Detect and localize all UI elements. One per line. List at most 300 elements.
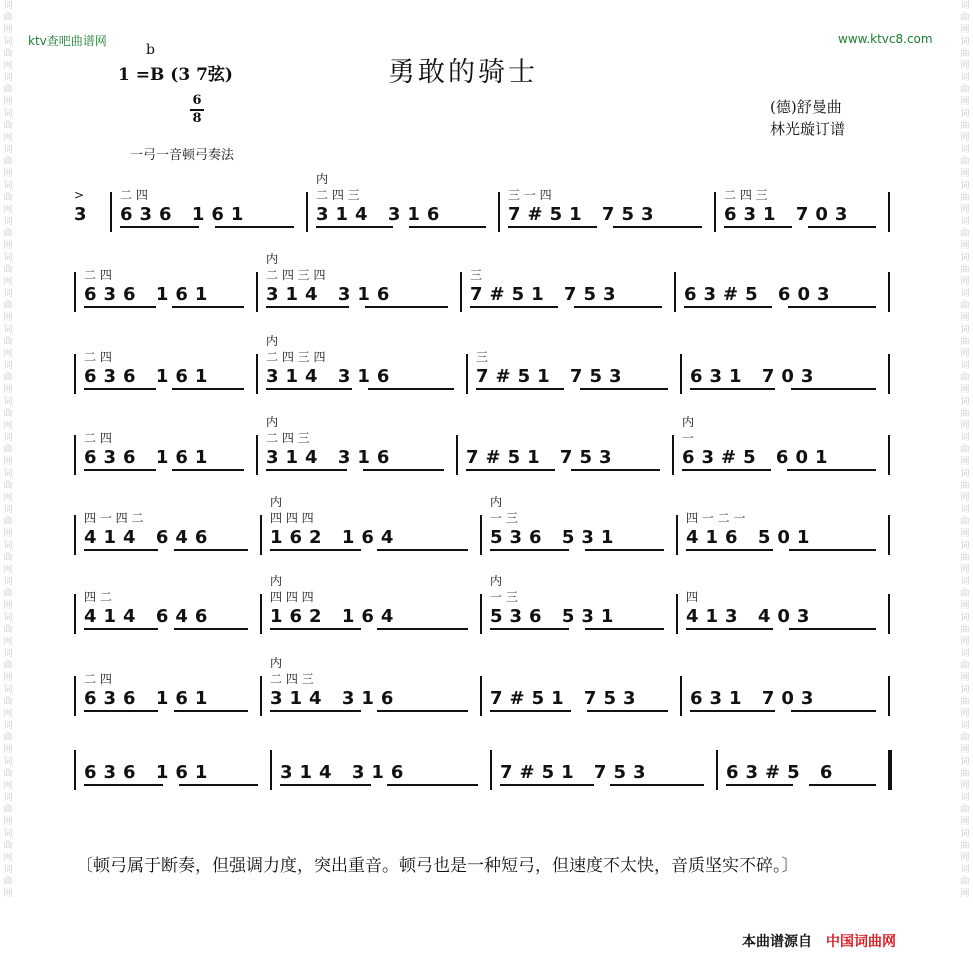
watermark-glyph: 网 [3,817,13,827]
watermark-glyph: 曲 [960,445,970,455]
watermark-glyph: 词 [3,325,13,335]
beam-underline [172,469,244,471]
watermark-glyph: 网 [3,205,13,215]
measure [686,511,882,561]
barline [888,676,890,716]
watermark-glyph: 曲 [960,877,970,887]
measure-notes: 7#51 753 [476,366,629,387]
fingering-marks: 二 四 [84,268,112,282]
beam-underline [580,388,668,390]
measure-notes: 636 161 [84,284,215,305]
barline [888,750,892,790]
inner-string-mark [500,730,710,744]
barline [680,676,682,716]
measure-notes: 631 703 [690,366,821,387]
measure [724,188,882,238]
fingering-marks [466,431,666,445]
inner-string-mark [686,574,882,588]
measure-notes: 636 161 [84,688,215,709]
inner-string-mark: 内 [490,574,503,588]
measure [266,252,454,318]
barline [888,192,890,232]
fingering-marks: 二 四 三 四 [266,268,326,282]
measure-notes: 7#51 753 [466,447,619,468]
inner-string-mark: 内 [490,495,503,509]
watermark-glyph: 网 [3,709,13,719]
watermark-glyph: 网 [3,529,13,539]
watermark-glyph: 曲 [3,553,13,563]
watermark-glyph: 曲 [3,805,13,815]
inner-string-mark [84,656,254,670]
watermark-glyph: 词 [960,685,970,695]
source-label: 本曲谱源自 [742,934,812,950]
watermark-glyph: 曲 [3,85,13,95]
watermark-glyph: 词 [960,505,970,515]
watermark-glyph: 网 [3,349,13,359]
watermark-glyph: 词 [960,433,970,443]
beam-underline [809,784,876,786]
watermark-glyph: 词 [960,541,970,551]
measure-notes: 7#51 753 [470,284,623,305]
watermark-glyph: 曲 [3,877,13,887]
watermark-glyph: 曲 [3,373,13,383]
watermark-glyph: 网 [3,61,13,71]
fingering-marks: 二 四 [84,350,112,364]
watermark-glyph: 曲 [960,301,970,311]
inner-string-mark [280,730,484,744]
beam-underline [316,226,393,228]
beam-underline [365,306,448,308]
watermark-glyph: 词 [3,757,13,767]
beam-underline [574,306,662,308]
barline [256,435,258,475]
watermark-glyph: 词 [3,829,13,839]
fingering-marks [490,672,674,686]
watermark-glyph: 曲 [3,769,13,779]
measure-notes: 636 161 [120,204,251,225]
beam-underline [788,306,876,308]
source-credit [742,931,896,951]
watermark-glyph: 词 [960,865,970,875]
beam-underline [172,388,244,390]
watermark-glyph: 词 [960,793,970,803]
barline [74,435,76,475]
beam-underline [174,549,248,551]
footnote: 〔顿弓属于断奏，但强调力度，突出重音。顿弓也是一种短弓，但速度不太快，音质坚实不碎。〕 [76,856,799,876]
watermark-glyph: 曲 [960,625,970,635]
barline [676,515,678,555]
measure [316,172,492,238]
watermark-glyph: 曲 [960,409,970,419]
inner-string-mark: 内 [266,415,279,429]
watermark-glyph: 曲 [3,661,13,671]
composer: (德)舒曼曲 [770,98,842,116]
barline [456,435,458,475]
beam-underline [726,784,793,786]
watermark-glyph: 曲 [960,49,970,59]
watermark-glyph: 词 [3,289,13,299]
barline [466,354,468,394]
fingering-marks: 二 四 三 [316,188,360,202]
beam-underline [377,628,468,630]
barline [260,515,262,555]
measure [690,672,882,722]
barline [306,192,308,232]
measure-notes: 314 316 [270,688,401,709]
watermark-glyph: 曲 [960,229,970,239]
barline [270,750,272,790]
measure [84,672,254,722]
fingering-marks: 二 四 [120,188,148,202]
watermark-glyph: 曲 [960,337,970,347]
watermark-glyph: 曲 [3,265,13,275]
watermark-glyph: 曲 [3,193,13,203]
fingering-marks [690,350,882,364]
beam-underline [490,628,569,630]
measure [270,495,474,561]
watermark-glyph: 曲 [960,661,970,671]
beam-underline [266,469,347,471]
beam-underline [686,628,773,630]
measure [490,495,670,561]
beam-underline [508,226,597,228]
fingering-marks: 二 四 [84,672,112,686]
watermark-glyph: 网 [960,169,970,179]
measure [120,188,300,238]
score-row [74,746,894,796]
beam-underline [808,226,876,228]
inner-string-mark [490,656,674,670]
barline [888,354,890,394]
watermark-glyph: 网 [3,853,13,863]
inner-string-mark [690,334,882,348]
fingering-marks: 四 一 四 二 [84,511,144,525]
watermark-glyph: 词 [960,613,970,623]
inner-string-mark [476,334,674,348]
measure [500,746,710,796]
measure [84,350,250,400]
beam-underline [84,306,156,308]
watermark-glyph: 网 [3,133,13,143]
beam-underline [368,388,454,390]
watermark-glyph: 曲 [960,481,970,491]
beam-underline [686,549,773,551]
watermark-glyph: 曲 [960,85,970,95]
watermark-glyph: 词 [3,1,13,11]
watermark-glyph: 曲 [3,481,13,491]
measure [280,746,484,796]
measure [84,268,250,318]
fingering-marks [726,746,882,760]
barline [74,272,76,312]
watermark-glyph: 词 [960,37,970,47]
barline [110,192,112,232]
watermark-glyph: 词 [3,577,13,587]
measure [270,574,474,640]
watermark-glyph: 词 [960,397,970,407]
watermark-glyph: 曲 [3,625,13,635]
watermark-glyph: 词 [960,253,970,263]
barline [74,594,76,634]
beam-underline [585,628,664,630]
watermark-glyph: 曲 [960,697,970,707]
watermark-glyph: 网 [960,349,970,359]
watermark-glyph: 词 [960,217,970,227]
watermark-glyph: 网 [3,565,13,575]
fingering-marks: 二 四 三 [724,188,768,202]
beam-underline [585,549,664,551]
watermark-glyph: 曲 [3,337,13,347]
watermark-glyph: 词 [960,757,970,767]
fingering-marks: 二 四 三 [270,672,314,686]
watermark-glyph: 词 [960,325,970,335]
watermark-glyph: 曲 [960,589,970,599]
fingering-marks: 三 [470,268,483,282]
watermark-glyph: 网 [3,385,13,395]
fingering-marks: 二 四 三 四 [266,350,326,364]
time-top: 6 [192,93,202,108]
watermark-glyph: 词 [3,469,13,479]
watermark-glyph: 网 [960,457,970,467]
beam-underline [377,549,468,551]
watermark-glyph: 网 [3,277,13,287]
watermark-glyph: 曲 [3,409,13,419]
measure-notes: 416 501 [686,527,817,548]
watermark-glyph: 网 [960,889,970,899]
fingering-marks: 一 [682,431,695,445]
fingering-marks: 三 [476,350,489,364]
score-row [74,172,894,238]
beam-underline [266,388,352,390]
watermark-glyph: 词 [960,721,970,731]
beam-underline [270,710,361,712]
measure [726,746,882,796]
beam-underline [500,784,594,786]
beam-underline [84,388,156,390]
beam-underline [266,306,349,308]
fingering-marks: 四 [686,590,699,604]
measure [686,590,882,640]
barline [74,354,76,394]
beam-underline [174,628,248,630]
watermark-glyph: 网 [3,457,13,467]
beam-underline [409,226,486,228]
watermark-glyph: 网 [3,313,13,323]
watermark-glyph: 词 [3,649,13,659]
watermark-glyph: 词 [960,181,970,191]
watermark-glyph: 词 [3,361,13,371]
key-text: 1 =B (3 7弦) [118,65,233,85]
measure [84,511,254,561]
watermark-glyph: 曲 [3,445,13,455]
key-signature [118,42,233,85]
watermark-glyph: 网 [960,205,970,215]
watermark-glyph: 词 [3,685,13,695]
site-label-right: www.ktvc8.com [838,32,933,46]
beam-underline [684,306,772,308]
score-row [74,574,894,640]
barline [716,750,718,790]
watermark-glyph: 曲 [3,733,13,743]
watermark-glyph: 网 [960,529,970,539]
watermark-glyph: 词 [3,397,13,407]
watermark-glyph: 网 [960,817,970,827]
barline [676,594,678,634]
beam-underline [724,226,792,228]
watermark-glyph: 网 [3,889,13,899]
beam-underline [789,549,876,551]
barline [672,435,674,475]
watermark-glyph: 网 [3,169,13,179]
measure [266,334,460,400]
measure-notes: 314 316 [316,204,447,225]
barline [460,272,462,312]
beam-underline [270,549,361,551]
watermark-glyph: 词 [960,469,970,479]
inner-string-mark [84,252,250,266]
fingering-marks: 四 四 四 [270,590,314,604]
measure-notes: 413 403 [686,606,817,627]
watermark-glyph: 曲 [960,769,970,779]
beam-underline [791,388,876,390]
watermark-glyph: 词 [3,505,13,515]
fingering-marks: 四 四 四 [270,511,314,525]
measure-notes: 314 316 [280,762,411,783]
watermark-glyph: 曲 [3,157,13,167]
watermark-glyph: 网 [960,133,970,143]
inner-string-mark: 内 [270,495,283,509]
watermark-glyph: 网 [960,673,970,683]
watermark-glyph: 词 [960,829,970,839]
beam-underline [172,306,244,308]
pickup-measure [74,188,104,238]
watermark-glyph: 词 [3,37,13,47]
measure [84,431,250,481]
beam-underline [690,710,775,712]
measure-notes: 63#5 6 [726,762,840,783]
watermark-glyph: 曲 [960,193,970,203]
watermark-glyph: 网 [960,781,970,791]
barline [680,354,682,394]
score-row [74,656,894,722]
beam-underline [84,710,158,712]
watermark-glyph: 网 [960,25,970,35]
watermark-glyph: 网 [3,745,13,755]
inner-string-mark [84,415,250,429]
measure [508,188,708,238]
flat-sign: b [146,42,155,58]
watermark-glyph: 曲 [3,121,13,131]
pickup-notes: 3 [74,204,94,225]
measure [466,431,666,481]
score-row [74,415,894,481]
watermark-glyph: 网 [3,97,13,107]
watermark-glyph: 曲 [960,265,970,275]
measure-notes: 162 164 [270,527,401,548]
inner-string-mark [726,730,882,744]
barline [888,515,890,555]
credits [770,96,845,140]
barline [256,354,258,394]
barline [888,594,890,634]
watermark-glyph: 词 [960,577,970,587]
fingering-marks [500,746,710,760]
watermark-glyph: 网 [960,745,970,755]
watermark-glyph: 网 [3,25,13,35]
inner-string-mark: 内 [266,252,279,266]
beam-underline [84,549,158,551]
right-watermark-strip [957,0,973,978]
beam-underline [791,710,876,712]
watermark-glyph: 词 [3,865,13,875]
watermark-glyph: 网 [960,637,970,647]
site-label-left: ktv查吧曲谱网 [28,34,107,48]
score-row [74,334,894,400]
measure [684,268,882,318]
inner-string-mark [508,172,708,186]
fingering-marks [690,672,882,686]
beam-underline [690,388,775,390]
watermark-glyph: 网 [3,601,13,611]
beam-underline [587,710,668,712]
watermark-glyph: 网 [960,61,970,71]
measure [84,746,264,796]
beam-underline [571,469,660,471]
measure-notes: 631 703 [690,688,821,709]
measure-notes: 536 531 [490,606,621,627]
watermark-glyph: 网 [3,421,13,431]
measure-notes: 314 316 [266,366,397,387]
beam-underline [280,784,371,786]
source-brand: 中国词曲网 [826,934,896,950]
watermark-glyph: 网 [3,241,13,251]
beam-underline [476,388,564,390]
beam-underline [466,469,555,471]
watermark-glyph: 词 [960,649,970,659]
watermark-glyph: 词 [960,109,970,119]
beam-underline [610,784,704,786]
barline [674,272,676,312]
measure-notes: 7#51 753 [508,204,661,225]
measure [476,350,674,400]
watermark-glyph: 曲 [3,13,13,23]
watermark-glyph: 网 [960,241,970,251]
watermark-glyph: 网 [3,781,13,791]
time-signature [190,94,204,126]
watermark-glyph: 网 [960,421,970,431]
measure-notes: 63#5 603 [684,284,837,305]
beam-underline [682,469,771,471]
barline [260,676,262,716]
watermark-glyph: 词 [3,109,13,119]
measure-notes: 314 316 [266,447,397,468]
measure-notes: 414 646 [84,527,215,548]
barline [74,515,76,555]
measure [490,672,674,722]
measure-notes: 7#51 753 [490,688,643,709]
inner-string-mark: 内 [266,334,279,348]
barline [260,594,262,634]
watermark-glyph: 词 [960,73,970,83]
watermark-glyph: 曲 [960,373,970,383]
barline [888,435,890,475]
watermark-glyph: 曲 [960,517,970,527]
watermark-glyph: 曲 [960,805,970,815]
inner-string-mark [84,495,254,509]
watermark-glyph: 网 [960,601,970,611]
watermark-glyph: 网 [960,565,970,575]
beam-underline [215,226,294,228]
